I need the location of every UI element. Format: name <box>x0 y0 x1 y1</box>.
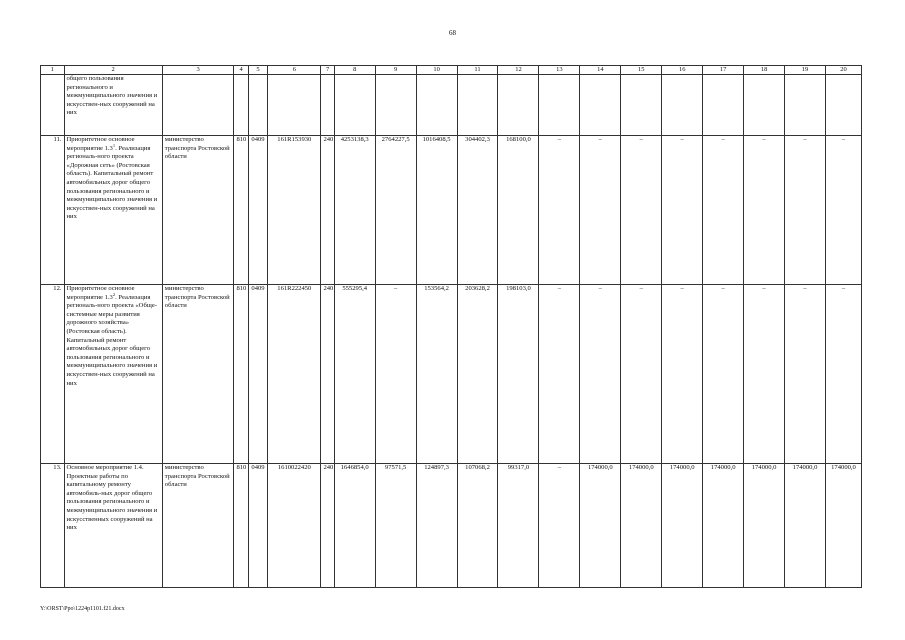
column-header-4: 4 <box>234 66 248 75</box>
cell-col-18: – <box>744 285 785 464</box>
cell-col-17: – <box>703 285 744 464</box>
cell-name-text-rest: . Реализация региональ-ного проекта «Обще-системные меры развития дорожного хозяйства» (Ростовская область). Капитальный ремонт автомобильных дорог общего пользования регионального и межмуниципального значения и искусствен-ных сооружений на них <box>66 293 158 387</box>
cell-col-12: 168100,0 <box>498 136 539 285</box>
column-header-10: 10 <box>416 66 457 75</box>
cell-col-20: – <box>825 285 861 464</box>
cell-col-9: 97571,5 <box>375 464 416 588</box>
cell-col-18: 174000,0 <box>744 464 785 588</box>
cell-col-5: 0409 <box>248 285 267 464</box>
cell-name: общего пользования регионального и межмуниципального значения и искусствен-ных сооружений на них <box>64 75 162 136</box>
cell-name-text: Основное мероприятие 1.4. Проектные работы по капитальному ремонту автомобиль-ных дорог общего пользования регионального и межмуниципального значения и искусственных сооружений на них <box>66 464 158 532</box>
cell-col-16: 174000,0 <box>662 464 703 588</box>
cell-col-10: 124897,3 <box>416 464 457 588</box>
cell-col-10: 1016408,5 <box>416 136 457 285</box>
column-header-12: 12 <box>498 66 539 75</box>
cell-col-12: 99317,0 <box>498 464 539 588</box>
cell-responsible-org: министерство транспорта Ростовской области <box>162 136 234 285</box>
table-row <box>41 136 862 285</box>
cell-col-6: 161R222450 <box>268 285 321 464</box>
cell-col-13: – <box>539 136 580 285</box>
cell-name <box>64 136 162 285</box>
cell-col-14: 174000,0 <box>580 464 621 588</box>
cell-col-16: – <box>662 285 703 464</box>
cell-row-number: 11. <box>41 136 65 285</box>
cell-col-20: 174000,0 <box>825 464 861 588</box>
cell-col-8: 4253138,3 <box>334 136 375 285</box>
column-header-20: 20 <box>825 66 861 75</box>
cell-responsible-org: министерство транспорта Ростовской области <box>162 285 234 464</box>
column-header-16: 16 <box>662 66 703 75</box>
column-header-11: 11 <box>457 66 498 75</box>
column-header-17: 17 <box>703 66 744 75</box>
cell-col-19: – <box>785 136 826 285</box>
program-table <box>40 65 862 588</box>
cell-col-16: – <box>662 136 703 285</box>
cell-col-8: 1646854,0 <box>334 464 375 588</box>
cell-col-7: 240 <box>321 285 334 464</box>
cell-col-5: 0409 <box>248 464 267 588</box>
column-header-13: 13 <box>539 66 580 75</box>
cell-col-10: 153564,2 <box>416 285 457 464</box>
column-header-6: 6 <box>268 66 321 75</box>
cell-col-4: 810 <box>234 285 248 464</box>
table-row <box>41 285 862 464</box>
cell-col-17: – <box>703 136 744 285</box>
cell-col-15: 174000,0 <box>621 464 662 588</box>
cell-col-18: – <box>744 136 785 285</box>
cell-col-9: – <box>375 285 416 464</box>
cell-col-9: 2764227,5 <box>375 136 416 285</box>
cell-col-19: 174000,0 <box>785 464 826 588</box>
file-path-footer: Y:\ORST\Ppo\1224p1101.f21.docx <box>40 606 125 612</box>
table-row <box>41 464 862 588</box>
column-header-18: 18 <box>744 66 785 75</box>
cell-col-5: 0409 <box>248 136 267 285</box>
cell-col-7: 240 <box>321 464 334 588</box>
cell-col-6: 1610022420 <box>268 464 321 588</box>
column-header-3: 3 <box>162 66 234 75</box>
cell-col-4: 810 <box>234 136 248 285</box>
column-header-14: 14 <box>580 66 621 75</box>
column-header-9: 9 <box>375 66 416 75</box>
cell-name <box>64 464 162 588</box>
cell-responsible-org: министерство транспорта Ростовской области <box>162 464 234 588</box>
cell-col-11: 304402,3 <box>457 136 498 285</box>
cell-col-11: 203628,2 <box>457 285 498 464</box>
cell-name-text: Приоритетное основное мероприятие 1.3 <box>66 285 135 301</box>
cell-col-19: – <box>785 285 826 464</box>
cell-col-12: 198103,0 <box>498 285 539 464</box>
cell-name-text-rest: . Реализация региональ-ного проекта «Дорожная сеть» (Ростовская область). Капитальный ремонт автомобильных дорог общего пользования регионального и межмуниципального значения и искусствен-ных сооружений на них <box>66 144 158 221</box>
header-row <box>41 66 862 75</box>
cell-col-11: 107068,2 <box>457 464 498 588</box>
cell-name-superscript: 1 <box>112 142 116 148</box>
column-header-8: 8 <box>334 66 375 75</box>
cell-row-number: 12. <box>41 285 65 464</box>
cell-col-20: – <box>825 136 861 285</box>
cell-col-14: – <box>580 136 621 285</box>
cell-row-number: 13. <box>41 464 65 588</box>
page-number: 68 <box>449 29 456 37</box>
cell-col-15: – <box>621 136 662 285</box>
cell-col-13: – <box>539 285 580 464</box>
cell-col-15: – <box>621 285 662 464</box>
cell-name-text: Приоритетное основное мероприятие 1.3 <box>66 136 135 152</box>
column-header-15: 15 <box>621 66 662 75</box>
column-header-2: 2 <box>64 66 162 75</box>
column-header-19: 19 <box>785 66 826 75</box>
column-header-5: 5 <box>248 66 267 75</box>
column-header-7: 7 <box>321 66 334 75</box>
cell-idx <box>41 75 65 136</box>
cell-col-17: 174000,0 <box>703 464 744 588</box>
cell-col-8: 555295,4 <box>334 285 375 464</box>
cell-name-superscript: 2 <box>112 291 116 297</box>
cell-col-13: – <box>539 464 580 588</box>
cell-col-7: 240 <box>321 136 334 285</box>
cell-col-6: 161R153930 <box>268 136 321 285</box>
cell-name <box>64 285 162 464</box>
column-header-1: 1 <box>41 66 65 75</box>
table-row-continuation <box>41 75 862 136</box>
cell-col-14: – <box>580 285 621 464</box>
cell-col-4: 810 <box>234 464 248 588</box>
